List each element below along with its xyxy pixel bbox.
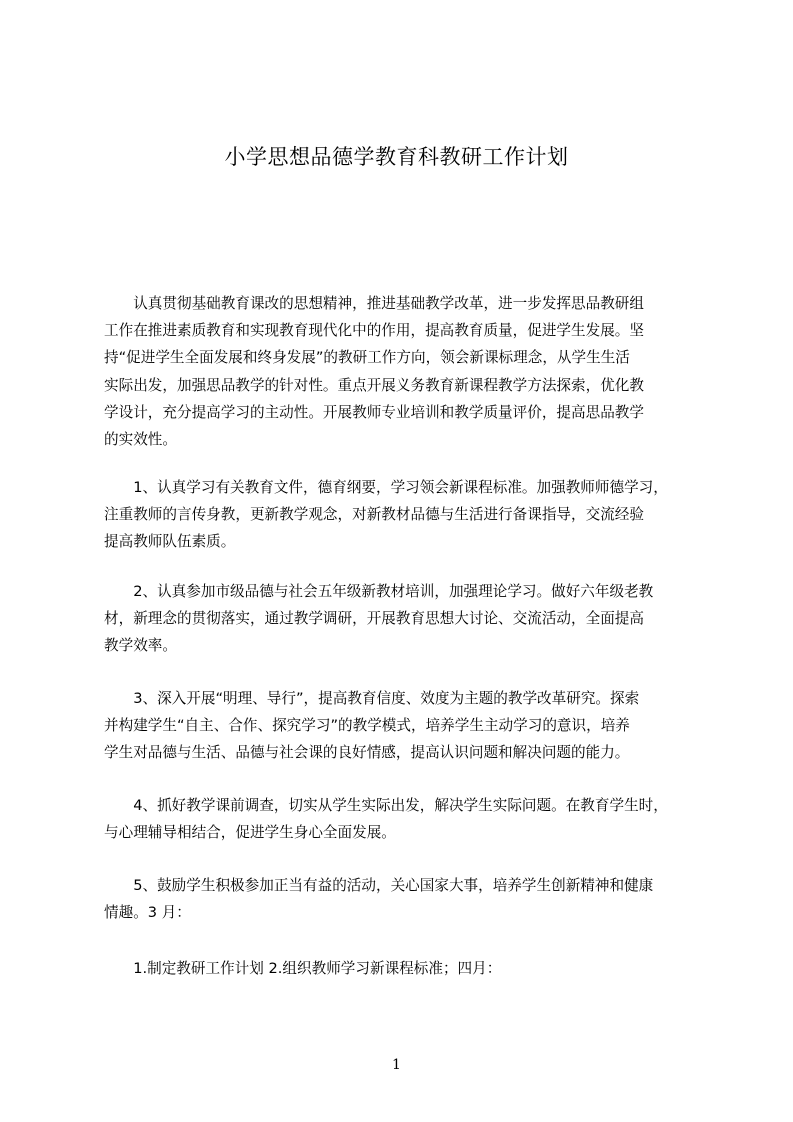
paragraph-line: 教学效率。 [104,637,177,655]
paragraph-line: 与心理辅导相结合，促进学生身心全面发展。 [104,824,396,842]
paragraph-line: 1.制定教研工作计划 2.组织教师学习新课程标准；四月： [104,960,502,977]
paragraph-line: 持“促进学生全面发展和终身发展”的教研工作方向，领会新课标理念，从学生生活 [104,349,630,367]
paragraph-line: 1、认真学习有关教育文件，德育纲要，学习领会新课程标准。加强教师师德学习， [104,479,668,496]
paragraph-item-2 [104,578,704,660]
document-title: 小学思想品德学教育科教研工作计划 [224,145,569,169]
paragraph-line: 认真贯彻基础教育课改的思想精神，推进基础教学改革，进一步发挥思品教研组 [104,295,644,312]
paragraph-line: 提高教师队伍素质。 [104,533,236,551]
paragraph-line: 5、鼓励学生积极参加正当有益的活动，关心国家大事，培养学生创新精神和健康 [104,877,654,894]
paragraph-item-3 [104,685,704,767]
paragraph-schedule [104,955,704,982]
paragraph-intro [104,290,704,453]
page-number: 1 [392,1057,401,1073]
paragraph-line: 学生对品德与生活、品德与社会课的良好情感，提高认识问题和解决问题的能力。 [104,744,630,762]
paragraph-item-5 [104,872,704,926]
paragraph-item-1 [104,474,704,556]
paragraph-line: 2、认真参加市级品德与社会五年级新教材培训，加强理论学习。做好六年级老教 [104,583,654,600]
paragraph-line: 的实效性。 [104,431,177,449]
paragraph-line: 工作在推进素质教育和实现教育现代化中的作用，提高教育质量，促进学生发展。坚 [104,322,644,340]
paragraph-line: 并构建学生“自主、合作、探究学习”的教学模式，培养学生主动学习的意识，培养 [104,717,630,735]
paragraph-line: 4、抓好教学课前调查，切实从学生实际出发，解决学生实际问题。在教育学生时， [104,797,668,814]
paragraph-line: 材，新理念的贯彻落实，通过教学调研，开展教育思想大讨论、交流活动，全面提高 [104,610,644,628]
paragraph-line: 3、深入开展“明理、导行”，提高教育信度、效度为主题的教学改革研究。探索 [104,690,640,707]
paragraph-line: 注重教师的言传身教，更新教学观念，对新教材品德与生活进行备课指导，交流经验 [104,506,644,524]
paragraph-line: 学设计，充分提高学习的主动性。开展教师专业培训和教学质量评价，提高思品教学 [104,403,644,421]
paragraph-line: 情趣。3 月： [104,904,191,922]
paragraph-line: 实际出发，加强思品教学的针对性。重点开展义务教育新课程教学方法探索，优化教 [104,376,644,394]
paragraph-item-4 [104,792,704,846]
